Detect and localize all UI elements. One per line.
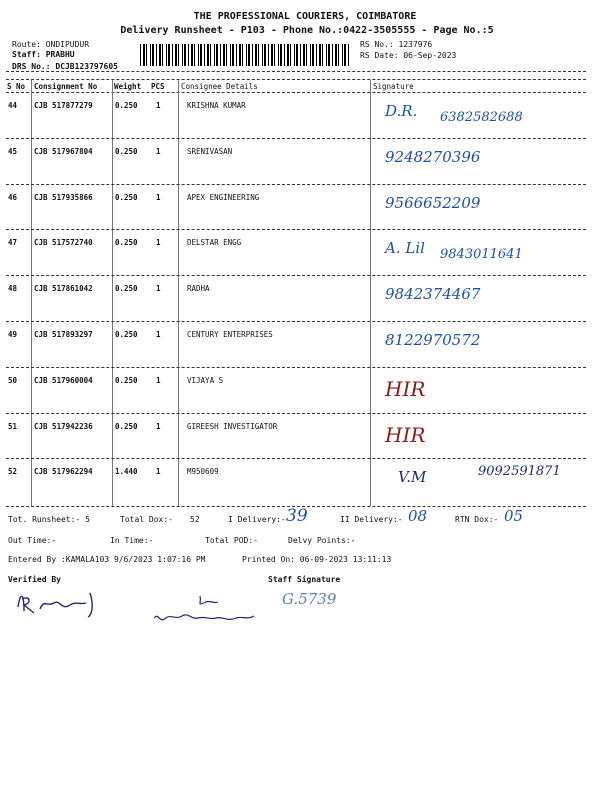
row-pcs: 1 xyxy=(156,238,161,248)
col-header-consignment: Consignment No xyxy=(34,82,98,91)
row-consignee: M950609 xyxy=(187,467,219,477)
row-consignee: DELSTAR ENGG xyxy=(187,238,242,248)
row-sno: 46 xyxy=(8,192,18,202)
row-signature: HIR xyxy=(385,376,426,401)
col-divider xyxy=(112,80,113,506)
row-consignee: KRISHNA KUMAR xyxy=(187,101,246,110)
row-signature: 9566652209 xyxy=(385,193,481,212)
total-dox-value: 52 xyxy=(190,515,200,524)
row-signature: 9248270396 xyxy=(385,147,481,166)
row-pcs: 1 xyxy=(156,284,161,294)
row-divider xyxy=(6,138,586,139)
col-header-sno: S No xyxy=(7,82,26,91)
row-sno: 47 xyxy=(8,238,18,248)
col-divider xyxy=(370,80,371,506)
company-name: THE PROFESSIONAL COURIERS, COIMBATORE xyxy=(193,11,417,22)
col-divider xyxy=(31,80,32,506)
barcode-image xyxy=(140,44,350,66)
row-divider xyxy=(6,275,586,276)
row-consignment-no: CJB 517572740 xyxy=(34,238,93,248)
row-sno: 51 xyxy=(8,421,18,431)
row-consignee: SRENIVASAN xyxy=(187,146,233,156)
row-consignee: APEX ENGINEERING xyxy=(187,192,260,202)
row-signature-phone: 6382582688 xyxy=(440,110,523,125)
row-sno: 48 xyxy=(8,284,18,294)
row-consignment-no: CJB 517967804 xyxy=(34,146,93,156)
row-signature: V.M xyxy=(398,468,427,487)
row-sno: 52 xyxy=(8,467,18,477)
col-header-signature: Signature xyxy=(373,82,414,91)
route-label: Route: ONDIPUDUR xyxy=(12,40,90,49)
row-pcs: 1 xyxy=(156,101,161,110)
row-divider xyxy=(6,229,586,230)
row-signature: 8122970572 xyxy=(385,331,481,349)
row-pcs: 1 xyxy=(156,421,161,431)
row-signature-phone: 9843011641 xyxy=(440,247,523,263)
printed-on: Printed On: 06-09-2023 13:11:13 xyxy=(242,555,392,564)
row-consignment-no: CJB 517877279 xyxy=(34,101,93,110)
runsheet-title: Delivery Runsheet - P103 - Phone No.:0422-3505555 - Page No.:5 xyxy=(120,25,494,36)
row-consignment-no: CJB 517935866 xyxy=(34,192,93,202)
row-weight: 0.250 xyxy=(115,146,138,156)
row-signature-phone: 9092591871 xyxy=(478,464,561,480)
col-header-pcs: PCS xyxy=(151,82,165,91)
row-weight: 0.250 xyxy=(115,238,138,248)
col-header-weight: Weight xyxy=(114,82,142,91)
row-sno: 45 xyxy=(8,146,18,156)
row-pcs: 1 xyxy=(156,467,161,477)
staff-sig-handwritten: G.5739 xyxy=(282,590,337,608)
ii-delivery-label: II Delivery:- xyxy=(340,515,403,524)
row-pcs: 1 xyxy=(156,192,161,202)
supervisor-signature xyxy=(150,590,260,630)
header-rule-mid xyxy=(6,79,586,80)
row-pcs: 1 xyxy=(156,146,161,156)
row-signature: D.R. xyxy=(385,102,418,120)
row-pcs: 1 xyxy=(156,330,161,339)
rs-date: RS Date: 06-Sep-2023 xyxy=(360,51,457,60)
row-signature: HIR xyxy=(385,422,426,447)
col-header-consignee: Consignee Details xyxy=(181,82,258,91)
row-divider xyxy=(6,413,586,414)
row-weight: 0.250 xyxy=(115,101,138,110)
staff-signature-label: Staff Signature xyxy=(268,575,341,584)
staff-label: Staff: PRABHU xyxy=(12,50,75,59)
total-runsheet: Tot. Runsheet:- 5 xyxy=(8,515,90,524)
row-divider xyxy=(6,367,586,368)
row-signature: 9842374467 xyxy=(385,285,481,304)
row-consignment-no: CJB 517960004 xyxy=(34,375,93,385)
entered-by: Entered By :KAMALA103 9/6/2023 1:07:16 PM xyxy=(8,555,206,564)
row-signature: A. Lil xyxy=(385,239,425,258)
row-sno: 49 xyxy=(8,330,18,339)
row-consignment-no: CJB 517861042 xyxy=(34,284,93,294)
row-divider xyxy=(6,184,586,185)
header-rule-top xyxy=(6,71,586,72)
row-consignment-no: CJB 517893297 xyxy=(34,330,93,339)
row-consignee: GIREESH INVESTIGATOR xyxy=(187,421,278,431)
row-weight: 0.250 xyxy=(115,284,138,294)
in-time: In Time:- xyxy=(110,536,154,545)
total-dox-label: Total Dox:- xyxy=(120,515,173,524)
ii-delivery-value: 08 xyxy=(408,507,428,525)
total-pod: Total POD:- xyxy=(205,536,258,545)
verified-by-label: Verified By xyxy=(8,575,61,584)
row-consignee: CENTURY ENTERPRISES xyxy=(187,330,273,339)
row-weight: 0.250 xyxy=(115,192,138,202)
delvy-points: Delvy Points:- xyxy=(288,536,356,545)
row-consignment-no: CJB 517942236 xyxy=(34,421,93,431)
row-sno: 50 xyxy=(8,375,18,385)
row-divider xyxy=(6,321,586,322)
col-divider xyxy=(178,80,179,506)
row-divider xyxy=(6,458,586,459)
drs-number: DRS No.: DCJB123797605 xyxy=(12,62,118,71)
row-sno: 44 xyxy=(8,101,18,110)
row-consignee: VIJAYA S xyxy=(187,375,224,385)
row-consignment-no: CJB 517962294 xyxy=(34,467,93,477)
row-weight: 1.440 xyxy=(115,467,138,477)
row-weight: 0.250 xyxy=(115,330,138,339)
rs-number: RS No.: 1237976 xyxy=(360,40,433,49)
row-weight: 0.250 xyxy=(115,421,138,431)
row-weight: 0.250 xyxy=(115,375,138,385)
row-consignee: RADHA xyxy=(187,284,210,294)
rtn-dox-value: 05 xyxy=(504,507,524,525)
row-pcs: 1 xyxy=(156,375,161,385)
i-delivery-value: 39 xyxy=(286,506,308,526)
header-rule-bottom xyxy=(6,92,586,93)
rtn-dox-label: RTN Dox:- xyxy=(455,515,499,524)
verified-signature xyxy=(10,585,130,620)
i-delivery-label: I Delivery:- xyxy=(228,515,286,524)
out-time: Out Time:- xyxy=(8,536,57,545)
